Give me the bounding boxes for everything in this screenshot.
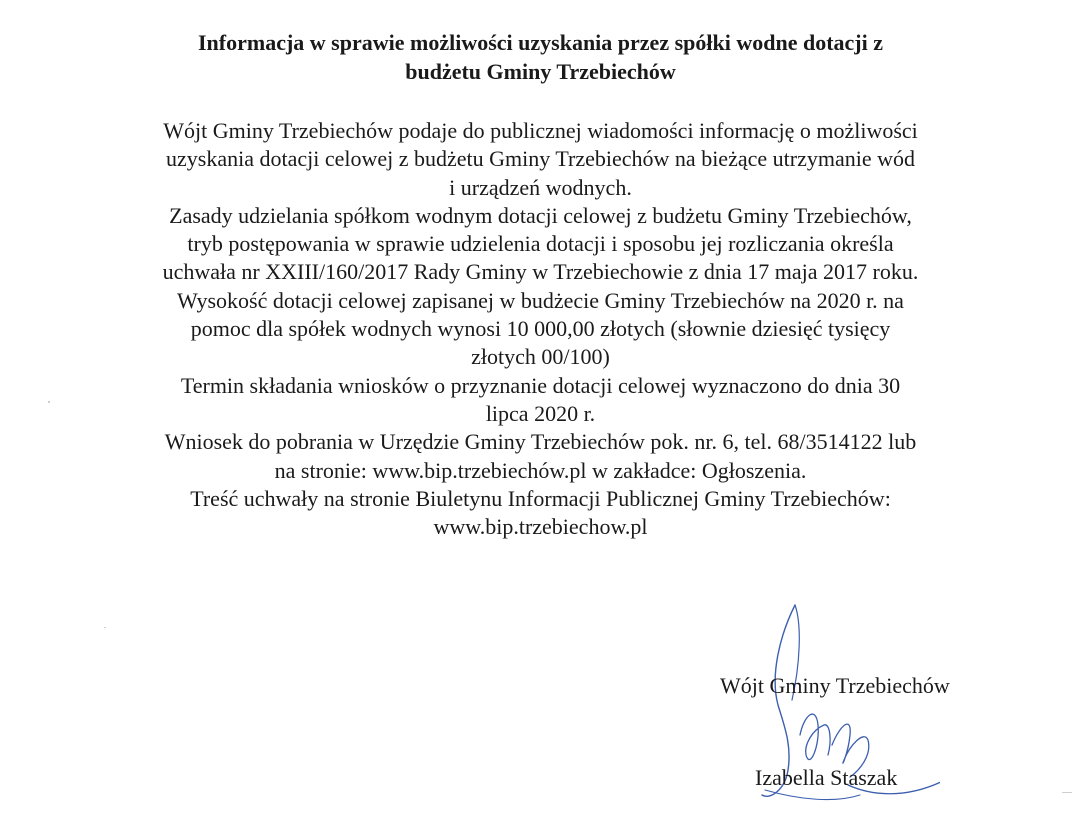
body-line: złotych 00/100) [471, 344, 610, 370]
signature-stroke [800, 714, 830, 759]
body-line: i urządzeń wodnych. [449, 174, 632, 200]
body-line: uchwała nr XXIII/160/2017 Rady Gminy w Trzebiechowie z dnia 17 maja 2017 roku. [162, 259, 919, 285]
signatory-role: Wójt Gminy Trzebiechów [720, 673, 950, 698]
document-body [40, 117, 1041, 541]
body-line: uzyskania dotacji celowej z budżetu Gminy Trzebiechów na bieżące utrzymanie wód [166, 146, 915, 172]
title-line: Informacja w sprawie możliwości uzyskania przez spółki wodne dotacji z [197, 30, 883, 55]
body-line: Wniosek do pobrania w Urzędzie Gminy Trzebiechów pok. nr. 6, tel. 68/3514122 lub [164, 429, 917, 455]
body-line: Termin składania wniosków o przyznanie dotacji celowej wyznaczono do dnia 30 [180, 372, 901, 398]
scan-artifact [104, 627, 106, 628]
body-line: na stronie: www.bip.trzebiechów.pl w zakładce: Ogłoszenia. [274, 457, 807, 483]
document-title [100, 28, 981, 86]
body-line: Wójt Gminy Trzebiechów podaje do publicznej wiadomości informację o możliwości [163, 118, 918, 143]
title-line: budżetu Gminy Trzebiechów [405, 59, 676, 84]
body-line: www.bip.trzebiechow.pl [433, 514, 648, 540]
body-line: Wysokość dotacji celowej zapisanej w budżecie Gminy Trzebiechów na 2020 r. na [177, 287, 904, 313]
scan-artifact [48, 401, 50, 403]
body-line: Zasady udzielania spółkom wodnym dotacji celowej z budżetu Gminy Trzebiechów, [169, 202, 912, 228]
body-line: Treść uchwały na stronie Biuletynu Informacji Publicznej Gminy Trzebiechów: [190, 485, 891, 511]
body-line: pomoc dla spółek wodnych wynosi 10 000,00 złotych (słownie dziesięć tysięcy [190, 316, 891, 342]
body-line: tryb postępowania w sprawie udzielenia dotacji i sposobu jej rozliczania określa [187, 231, 894, 257]
signatory-name: Izabella Staszak [755, 765, 898, 790]
scan-artifact [1062, 792, 1072, 793]
body-line: lipca 2020 r. [485, 400, 596, 426]
